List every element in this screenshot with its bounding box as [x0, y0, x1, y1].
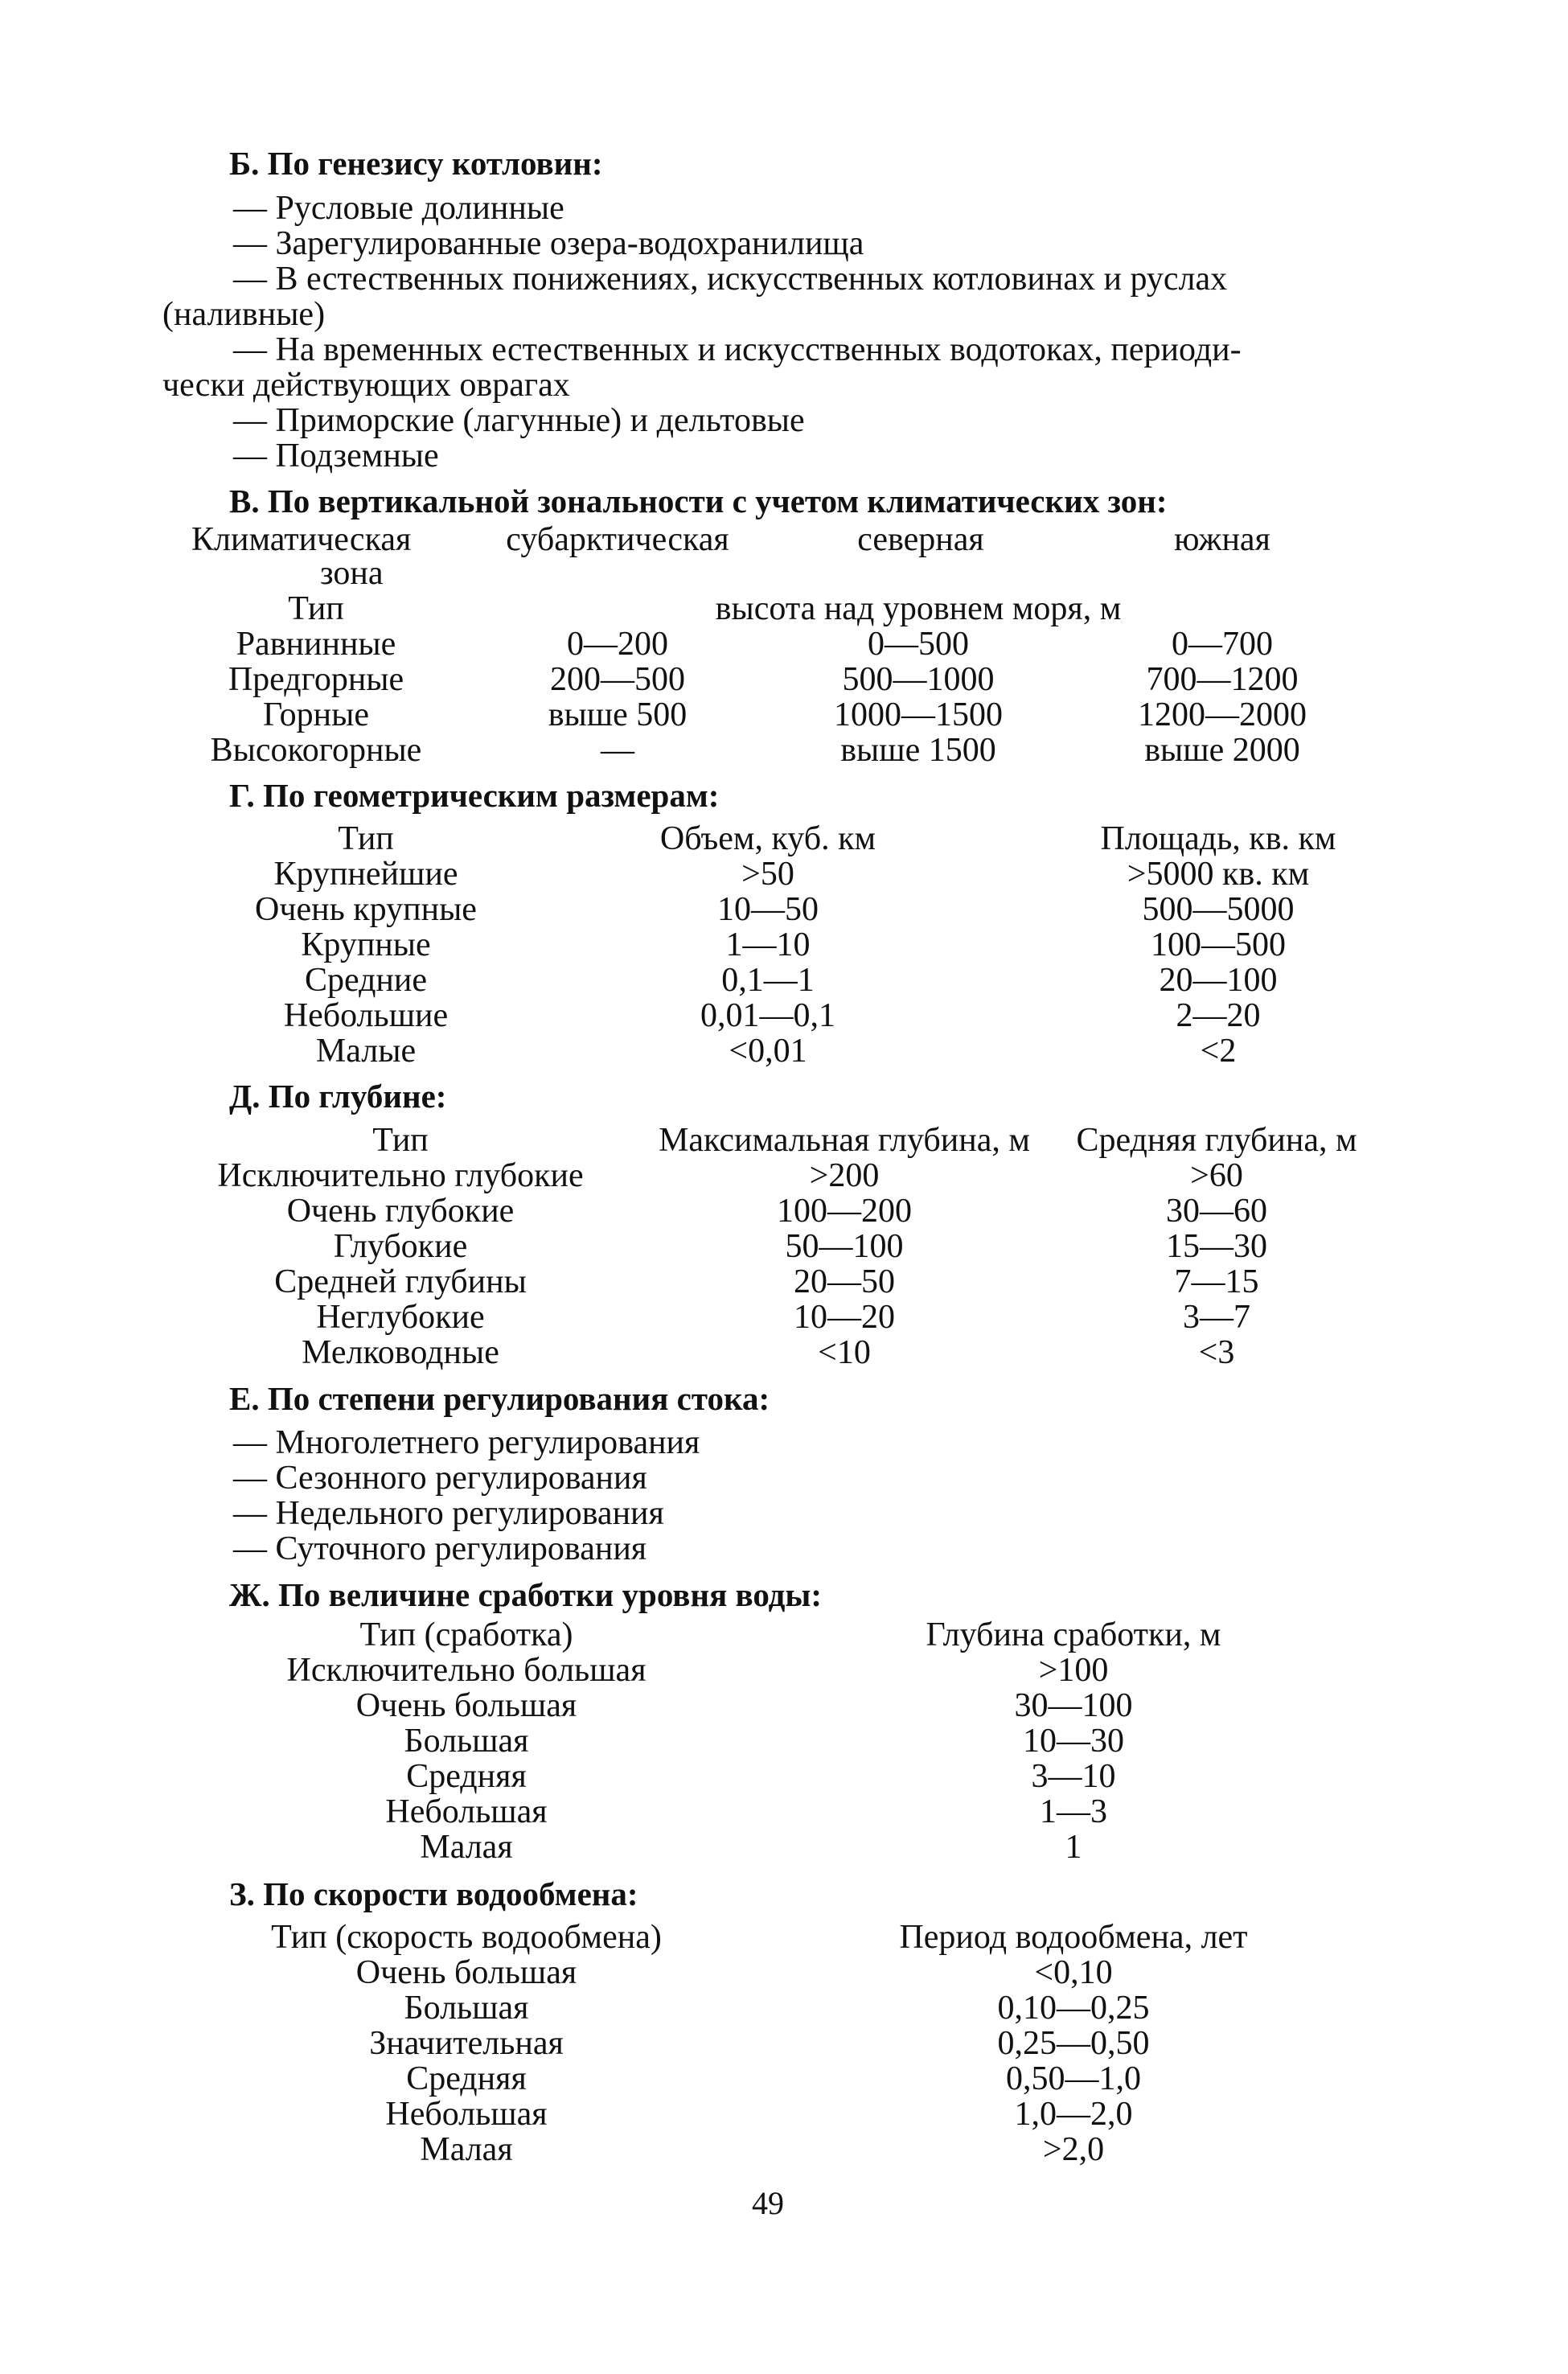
table-cell: 2—20: [1176, 997, 1261, 1034]
zone-header: субарктическая: [506, 521, 729, 558]
table-cell: 10—50: [717, 891, 819, 928]
zone-header: северная: [857, 521, 984, 558]
table-cell: <2: [1200, 1033, 1237, 1070]
table-header: Средняя глубина, м: [1076, 1122, 1357, 1159]
table-cell: Очень большая: [355, 1687, 577, 1724]
table-cell: выше 1500: [840, 732, 996, 769]
table-cell: Предгорные: [228, 661, 404, 698]
table-cell: Средние: [304, 962, 428, 999]
section-b-item: — В естественных понижениях, искусственных котловинах и руслах: [233, 261, 1228, 298]
table-cell: 0,25—0,50: [997, 2025, 1150, 2062]
table-cell: <10: [818, 1334, 871, 1371]
table-cell: Исключительно глубокие: [217, 1157, 584, 1194]
table-cell: 200—500: [550, 661, 685, 698]
climate-zone-label-2: зона: [320, 555, 384, 592]
table-cell: 0—500: [868, 626, 969, 663]
table-cell: Очень большая: [355, 1954, 577, 1991]
table-cell: выше 2000: [1144, 732, 1300, 769]
section-e-item: — Недельного регулирования: [233, 1495, 664, 1532]
table-cell: Значительная: [369, 2025, 564, 2062]
table-cell: Равнинные: [236, 626, 396, 663]
table-cell: Мелководные: [302, 1334, 499, 1371]
table-cell: Неглубокие: [316, 1299, 485, 1336]
section-z-heading: З. По скорости водообмена:: [229, 1875, 638, 1912]
table-cell: >200: [809, 1157, 880, 1194]
table-header: Глубина сработки, м: [926, 1616, 1221, 1653]
section-g-heading: Г. По геометрическим размерам:: [229, 777, 720, 814]
page-number: 49: [752, 2185, 784, 2221]
table-header: Тип (скорость водообмена): [271, 1919, 662, 1956]
table-cell: 30—60: [1166, 1193, 1267, 1230]
section-e-item: — Сезонного регулирования: [233, 1460, 647, 1497]
section-e-item: — Суточного регулирования: [233, 1530, 647, 1567]
table-cell: 0,50—1,0: [1006, 2060, 1141, 2097]
table-cell: 500—5000: [1142, 891, 1295, 928]
table-cell: —: [601, 732, 634, 769]
table-cell: 0,1—1: [721, 962, 815, 999]
table-cell: <0,10: [1034, 1954, 1113, 1991]
table-cell: 0,01—0,1: [700, 997, 835, 1034]
climate-zone-label: Климатическая: [191, 521, 412, 558]
table-cell: Малые: [315, 1033, 417, 1070]
table-cell: Средняя: [406, 1758, 527, 1795]
table-cell: Крупные: [301, 926, 431, 963]
table-cell: <3: [1198, 1334, 1235, 1371]
table-header: Тип (сработка): [359, 1616, 573, 1653]
table-cell: 1000—1500: [834, 696, 1003, 733]
height-header: высота над уровнем моря, м: [715, 590, 1122, 627]
table-cell: 50—100: [785, 1228, 904, 1265]
table-cell: Очень глубокие: [286, 1193, 515, 1230]
table-cell: 1—3: [1040, 1793, 1107, 1830]
table-cell: Горные: [263, 696, 369, 733]
table-cell: Небольшая: [385, 2096, 548, 2133]
table-cell: 7—15: [1174, 1263, 1259, 1300]
table-cell: 10—30: [1023, 1723, 1124, 1760]
section-b-item: — Русловые долинные: [233, 190, 564, 227]
table-cell: 3—7: [1183, 1299, 1250, 1336]
table-cell: Исключительно большая: [286, 1652, 646, 1689]
type-header: Тип: [288, 590, 344, 627]
table-cell: 100—200: [777, 1193, 912, 1230]
table-cell: Глубокие: [333, 1228, 468, 1265]
table-cell: Крупнейшие: [273, 856, 458, 893]
table-cell: >50: [741, 856, 794, 893]
table-cell: 0,10—0,25: [997, 1990, 1150, 2027]
table-header: Период водообмена, лет: [899, 1919, 1248, 1956]
table-cell: 1200—2000: [1138, 696, 1307, 733]
table-cell: Небольшие: [283, 997, 449, 1034]
table-cell: Высокогорные: [210, 732, 422, 769]
table-cell: Малая: [420, 2131, 513, 2168]
table-cell: >2,0: [1042, 2131, 1105, 2168]
table-cell: 1: [1065, 1829, 1082, 1866]
section-v-heading: В. По вертикальной зональности с учетом климатических зон:: [229, 483, 1168, 520]
table-cell: Малая: [420, 1829, 513, 1866]
table-cell: 10—20: [794, 1299, 895, 1336]
section-b-item: — На временных естественных и искусственных водотоках, периоди-: [233, 331, 1242, 368]
table-cell: выше 500: [548, 696, 688, 733]
table-header: Максимальная глубина, м: [659, 1122, 1030, 1159]
section-zh-heading: Ж. По величине сработки уровня воды:: [229, 1576, 823, 1613]
table-cell: Большая: [404, 1723, 529, 1760]
section-d-heading: Д. По глубине:: [229, 1078, 447, 1115]
section-b-item: — Приморские (лагунные) и дельтовые: [233, 402, 805, 439]
table-cell: Средняя: [406, 2060, 527, 2097]
table-header: Тип: [338, 820, 394, 857]
table-header: Объем, куб. км: [659, 820, 876, 857]
table-cell: Большая: [404, 1990, 529, 2027]
table-cell: 500—1000: [842, 661, 995, 698]
table-cell: 0—200: [567, 626, 668, 663]
table-cell: 20—50: [794, 1263, 895, 1300]
table-header: Площадь, кв. км: [1100, 820, 1336, 857]
table-cell: 100—500: [1151, 926, 1286, 963]
table-cell: Средней глубины: [274, 1263, 527, 1300]
section-e-item: — Многолетнего регулирования: [233, 1424, 700, 1461]
table-cell: 3—10: [1031, 1758, 1116, 1795]
zone-header: южная: [1174, 521, 1270, 558]
table-cell: 1,0—2,0: [1014, 2096, 1133, 2133]
table-cell: Очень крупные: [255, 891, 477, 928]
table-cell: >5000 кв. км: [1127, 856, 1310, 893]
section-b-item: — Зарегулированные озера-водохранилища: [233, 225, 864, 262]
table-cell: 15—30: [1166, 1228, 1267, 1265]
table-cell: >100: [1038, 1652, 1109, 1689]
table-cell: 0—700: [1172, 626, 1273, 663]
table-cell: 700—1200: [1146, 661, 1299, 698]
section-b-heading: Б. По генезису котловин:: [229, 145, 603, 182]
section-b-item: — Подземные: [233, 437, 439, 474]
section-e-heading: Е. По степени регулирования стока:: [229, 1380, 770, 1417]
table-cell: >60: [1190, 1157, 1243, 1194]
table-cell: <0,01: [729, 1033, 807, 1070]
table-cell: 30—100: [1014, 1687, 1133, 1724]
table-cell: 1—10: [725, 926, 811, 963]
table-cell: Небольшая: [385, 1793, 548, 1830]
section-b-item: чески действующих оврагах: [162, 367, 570, 404]
section-b-item: (наливные): [162, 296, 326, 333]
table-cell: 20—100: [1159, 962, 1278, 999]
table-header: Тип: [372, 1122, 429, 1159]
